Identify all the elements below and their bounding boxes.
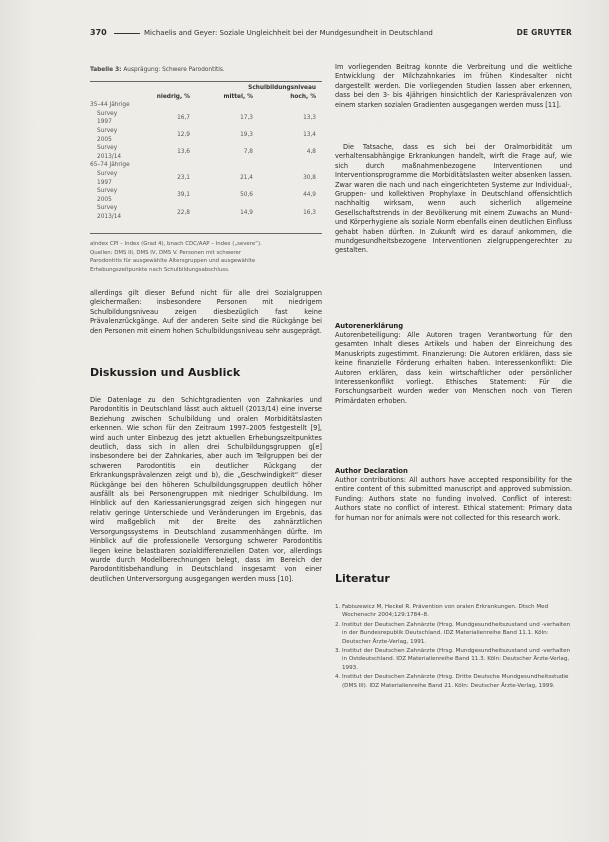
table-cell: 39,1 [177, 192, 190, 199]
subheading: Author Declaration [335, 467, 408, 475]
reference-number: 2. [335, 621, 341, 628]
row-label: Survey 2013/14 [97, 205, 122, 220]
table-cell: 16,3 [303, 209, 316, 216]
table-cell: 4,8 [306, 149, 316, 156]
row-label: Survey 1997 [97, 170, 118, 186]
reference-item [335, 647, 572, 672]
table-caption [90, 67, 225, 73]
reference-list [335, 603, 572, 691]
table-cell: 13,6 [177, 149, 190, 156]
section-heading: Diskussion und Ausblick [90, 366, 241, 379]
body-paragraph: Die Tatsache, dass es sich bei der Oralmorbidität um verhaltensabhängige Erkrankungen handelt, wirft die Frage auf, wie sich durch maßnahmenbezogene Interventionen und Interventionsprogramme die Morbiditätslasten weiter absenken lassen. Zwar waren die nach und nach eingerichteten Systeme zur Individual-, Gruppen- und kollektiven Prophylaxe in Deutschland offensichtlich nachhaltig wirksam, wenn auch sicherlich allgemeine Gesellschaftstrends in der Bevölkerung mit einem Zuwachs an Mund- und Körperhygiene als soziale Norm ebenfalls einen deutlichen Einfluss gehabt haben dürften. In Zukunft wird es darauf ankommen, die mundgesundheitsbezogene Interventionen zielgruppengerechter zu gestalten. [335, 143, 572, 255]
table-cell: 13,4 [303, 132, 316, 139]
running-header [90, 27, 572, 39]
table-group-header-row [90, 84, 322, 93]
table-cell: 21,4 [240, 175, 253, 182]
body-paragraph: allerdings gilt dieser Befund nicht für alle drei Sozialgruppen gleichermaßen: insbesondere Personen mit niedrigem Schulbildungsniveau zeigen diesbezüglich fast keine Prävalenzrückgänge. Auf der anderen Seite sind die Rückgänge bei den Personen mit einem hohen Schulbildungsniveau sehr ausgeprägt. [90, 289, 322, 335]
table-cell: 16,7 [177, 115, 190, 122]
table-cell: 7,8 [243, 149, 253, 156]
table-row [90, 170, 322, 187]
table-cell: 50,6 [240, 192, 253, 199]
body-paragraph: Author contributions: All authors have accepted responsibility for the entire content of this submitted manuscript and approved submission. Funding: Authors state no funding involved. Conflict of interest: Authors state no conflict of interest. Ethical statement: Primary data for human nor for animals were not collected for this research work. [335, 476, 572, 522]
author-contributions-block [335, 321, 572, 406]
table-note: Quellen: DMS III, DMS IV, DMS V. Personen mit schwerer [90, 249, 242, 256]
reference-number: 3. [335, 648, 341, 655]
table-cell: 14,9 [240, 209, 253, 216]
table-row [90, 204, 322, 221]
column-header: mittel, % [223, 93, 253, 100]
body-paragraph: Im vorliegenden Beitrag konnte die Verbreitung und die weitliche Entwicklung der Milchzahnkaries im frühen Kindesalter nicht dargestellt werden. Die vorliegenden Studien lassen aber erkennen, dass bei den 3- bis 4jährigen hinsichtlich der Kariesprävalenzen von einem starken sozialen Gradienten ausgegangen werden muss [11]. [335, 63, 572, 109]
body-paragraph: Autorenbeteiligung: Alle Autoren tragen Verantwortung für den gesamten Inhalt dieses Artikels und haben der Einreichung des Manuskripts zugestimmt. Finanzierung: Die Autoren erklären, dass sie keine finanzielle Förderung erhalten haben. Interessenkonflikt: Die Autoren erklären, dass kein wirtschaftlicher oder persönlicher Interessenkonflikt vorliegt. Ethisches Statement: Für die Forschungsarbeit wurden weder von Menschen noch von Tieren Primärdaten erhoben. [335, 331, 572, 405]
group-header: Schulbildungsniveau [248, 85, 316, 91]
table-section-row [90, 101, 322, 110]
table-cell: 22,8 [177, 209, 190, 216]
body-paragraph: Die Datenlage zu den Schichtgradienten von Zahnkaries und Parodontitis in Deutschland lässt auch aktuell (2013/14) eine inverse Beziehung zwischen Schulbildung und oralen Morbiditätslasten erkennen. Wie schon für den Zeitraum 1997–2005 festgestellt [9], wird auch unter Einbezug des jetzt aktuellen Erhebungszeitpunktes deutlich, dass sich in allen drei Schulbildungsgruppen g[e] insbesondere bei der Zahnkaries, aber auch im Teilgruppen bei der schweren Parodontitis ein deutlicher Rückgang der Erkrankungsprävalenzen zeigt und b), die „Geschwindigkeit“ dieser Rückgänge bei den höheren Schulbildungsgruppen deutlich höher ausfällt als bei Personengruppen mit niedriger Schulbildung. Im Hinblick auf den Kariessanierungsgrad zeigen sich hingegen nur relativ geringe Unterschiede und Veränderungen im Ergebnis, das wird maßgeblich mit der Breite des zahnärztlichen Versorgungssystems in Deutschland zusammenhängen dürfte. Im Hinblick auf die professionelle Versorgung schwerer Parodontitis liegen keine belastbaren sozialdifferenziellen Daten vor, allerdings wurde durch Modellberechnungen belegt, dass im Bereich der Parodontitisbehandlung in Deutschland insgesamt von einer deutlichen Unterversorgung ausgegangen werden muss [10]. [90, 396, 322, 583]
age-group-label: 35–44 Jährige [90, 102, 130, 109]
table-note: Parodontitis für ausgewählte Altersgruppen und ausgewählte [90, 258, 256, 265]
table-note: Erhebungszeitpunkte nach Schulbildungsabschluss. [90, 266, 230, 273]
table-cell: 12,9 [177, 132, 190, 139]
table-row [90, 144, 322, 161]
author-declaration-block [335, 466, 572, 523]
row-label: Survey 1997 [97, 110, 118, 126]
reference-text: Fabiszewicz M, Heckel R. Prävention von oralen Erkrankungen. Dtsch Med Wochenschr 2004;129:1784–8. [342, 604, 549, 619]
running-title: Michaelis and Geyer: Soziale Ungleichheit bei der Mundgesundheit in Deutschland [144, 29, 433, 37]
table-note: aIndex CPI – Index (Grad 4), bnach CDC/AAP – Index („severe“). [90, 241, 262, 247]
data-table [90, 84, 322, 222]
page-number: 370 [90, 28, 107, 37]
row-label: Survey 2013/14 [97, 145, 122, 160]
table-row [90, 127, 322, 144]
table-bottom-rule [90, 233, 322, 234]
table-top-rule [90, 81, 322, 82]
reference-item [335, 621, 572, 646]
subheading: Autorenerklärung [335, 322, 404, 330]
reference-item [335, 603, 572, 620]
column-header: hoch, % [290, 93, 316, 100]
reference-number: 1. [335, 604, 341, 610]
reference-text: Institut der Deutschen Zahnärzte (Hrsg. Mundgesundheitszustand und -verhalten in der Bundesrepublik Deutschland. IDZ Materialienreihe Band 11.1. Köln: Deutscher Ärzte-Verlag, 1991. [342, 621, 571, 645]
table-caption-label: Tabelle 3: [90, 67, 122, 73]
row-label: Survey 2005 [97, 127, 118, 143]
table-cell: 30,8 [303, 175, 316, 182]
table-row [90, 187, 322, 204]
column-header: niedrig, % [156, 93, 190, 100]
publisher-name: DE GRUYTER [516, 28, 572, 37]
reference-item [335, 673, 572, 690]
table-cell: 44,9 [303, 192, 316, 199]
table-section-row [90, 161, 322, 170]
references-heading: Literatur [335, 572, 390, 585]
reference-number: 4. [335, 674, 341, 681]
table-notes [90, 240, 290, 274]
reference-text: Institut der Deutschen Zahnärzte (Hrsg. Dritte Deutsche Mundgesundheitsstudie (DMS III). IDZ Materialienreihe Band 21. Köln: Deutscher Ärzte-Verlag, 1999. [342, 674, 569, 689]
age-group-label: 65–74 Jährige [90, 162, 130, 169]
table-cell: 19,3 [240, 132, 253, 139]
table-caption-text: Ausprägung: Schwere Parodontitis. [123, 67, 225, 73]
table-cell: 23,1 [177, 175, 190, 182]
table-header-row [90, 93, 322, 102]
table-cell: 13,3 [303, 115, 316, 122]
reference-text: Institut der Deutschen Zahnärzte (Hrsg. Mundgesundheitszustand und -verhalten in Ostdeutschland. IDZ Materialienreihe Band 11.3. Köln: Deutscher Ärzte-Verlag, 1993. [342, 648, 571, 671]
table-cell: 17,3 [240, 115, 253, 122]
header-rule [114, 33, 140, 34]
table-row [90, 110, 322, 127]
row-label: Survey 2005 [97, 188, 118, 203]
